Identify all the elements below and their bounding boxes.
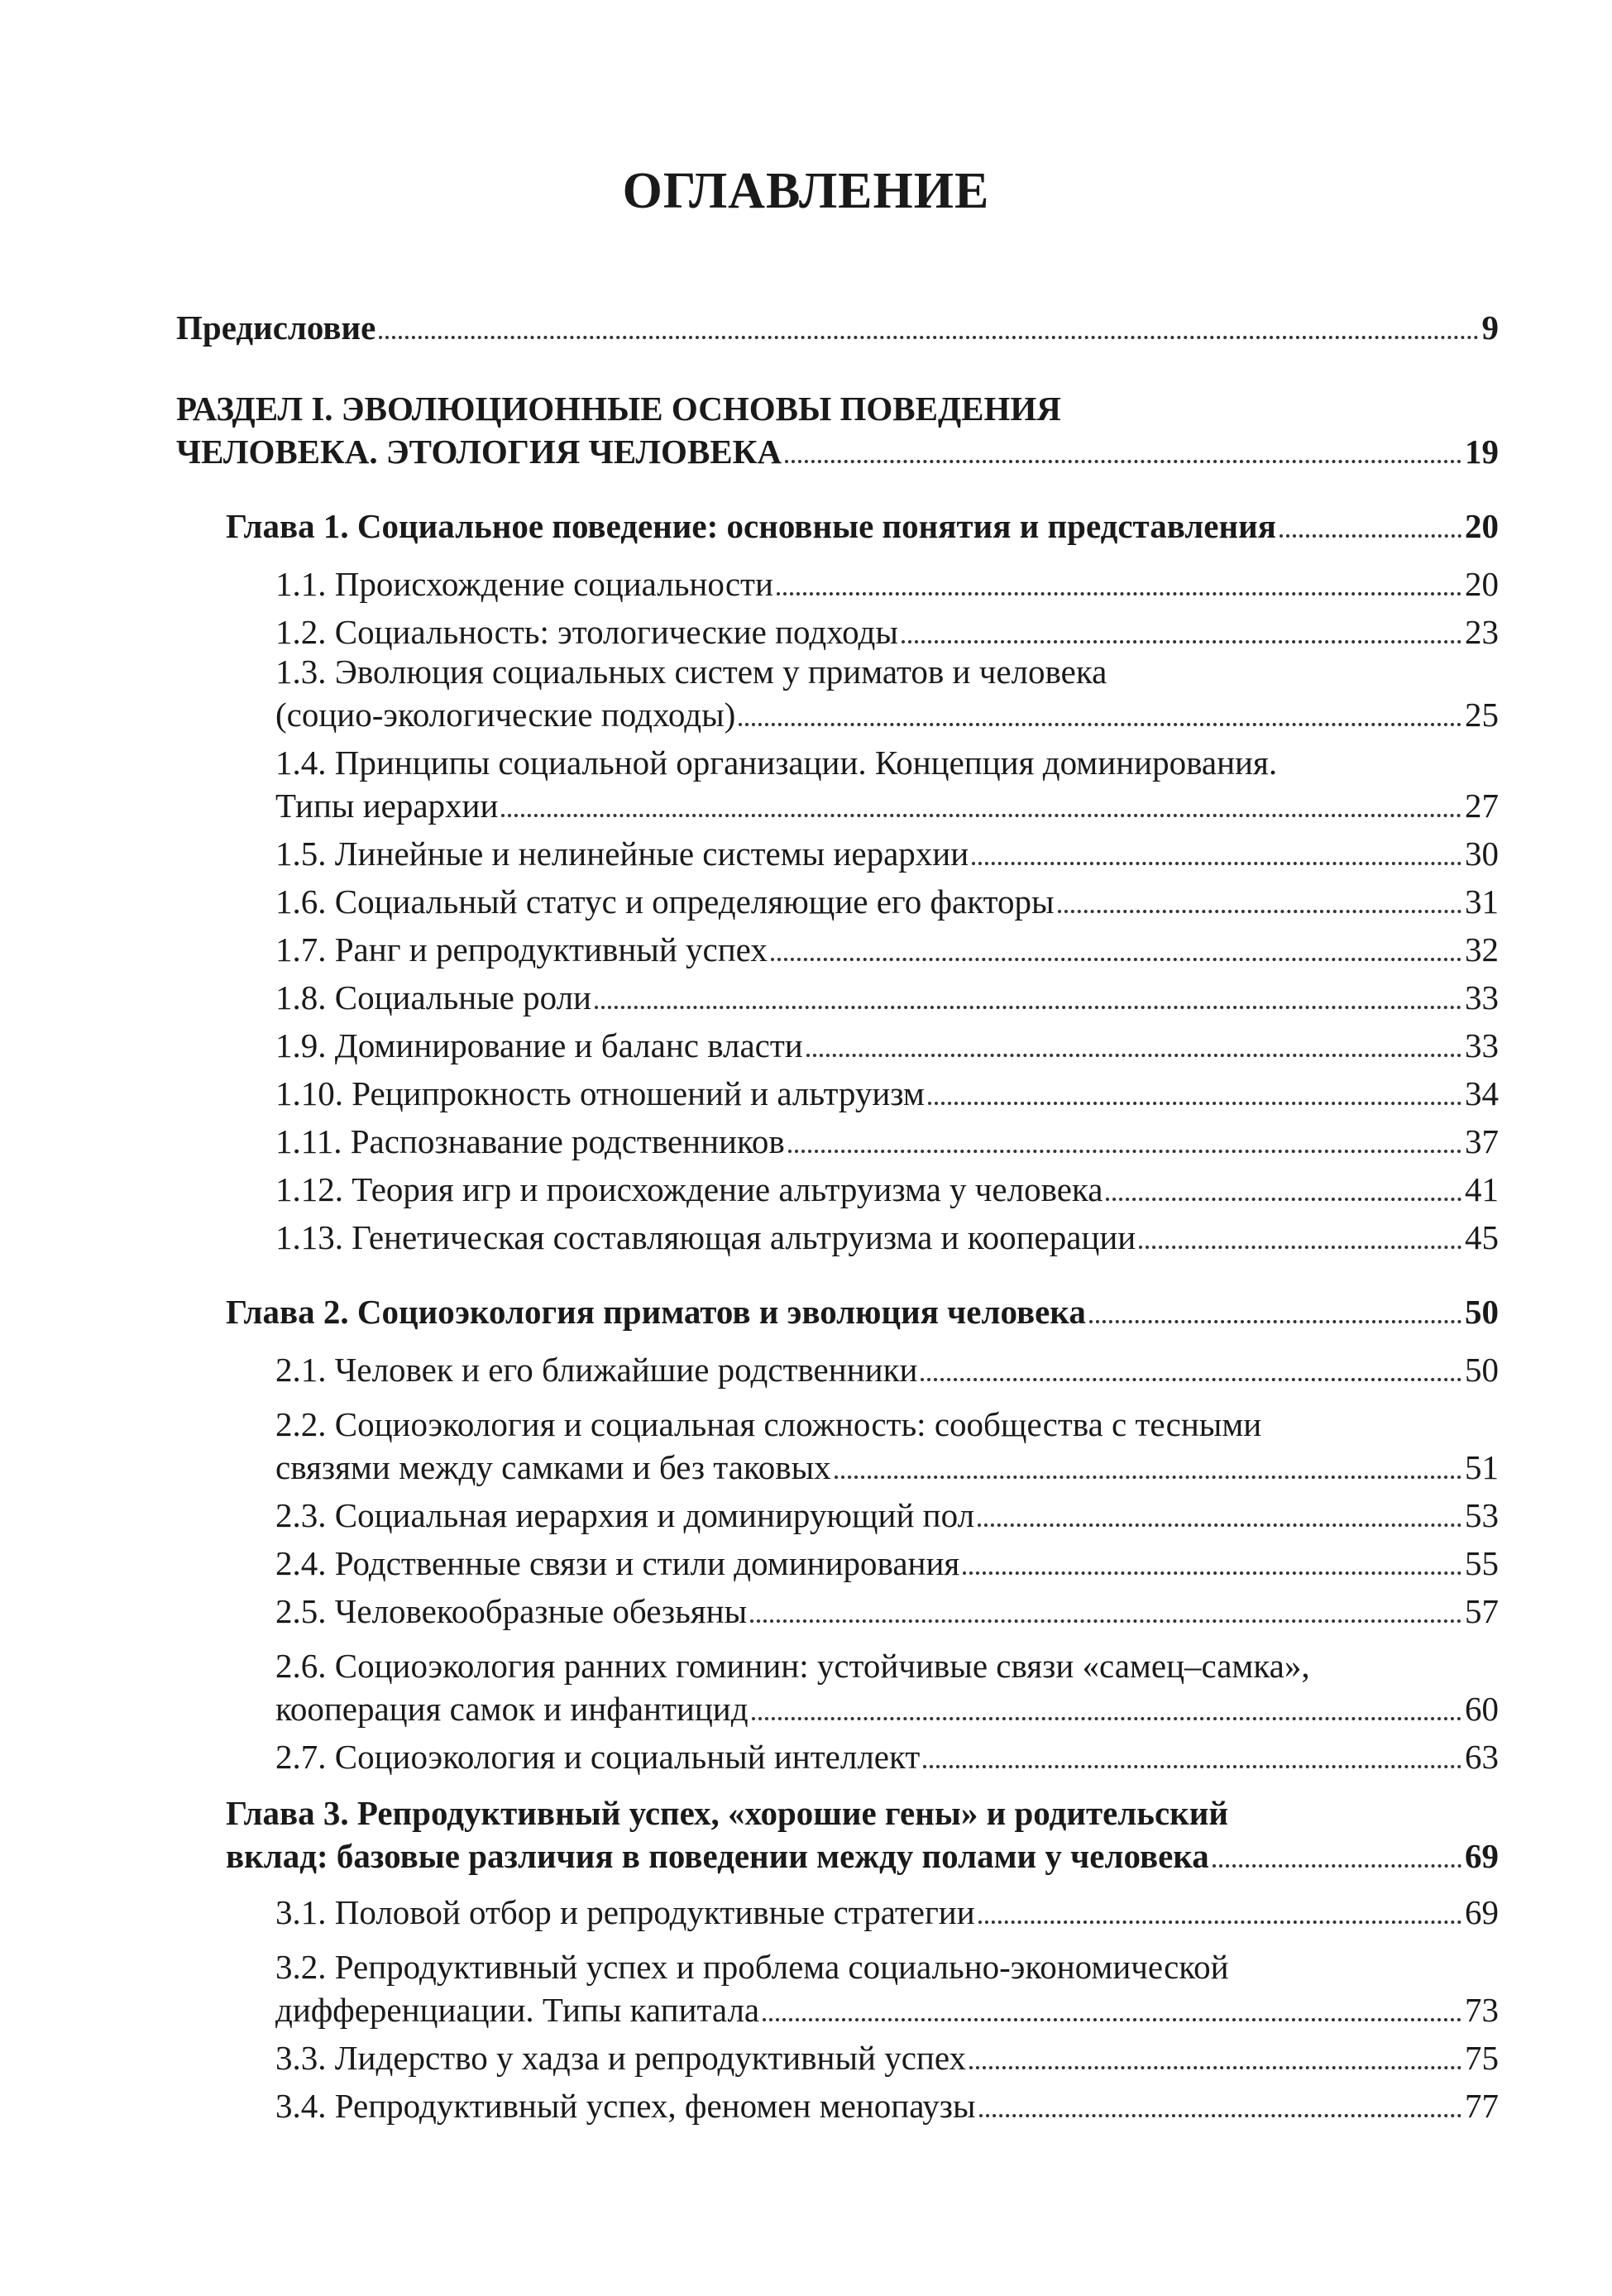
toc-entry[interactable] <box>0 1542 1499 1585</box>
toc-entry[interactable] <box>0 880 1499 923</box>
toc-page-number: 30 <box>1465 835 1499 873</box>
dot-leader <box>978 1921 1461 1924</box>
toc-page-number: 23 <box>1465 613 1499 651</box>
toc-entry-title: 3.3. Лидерство у хадза и репродуктивный успех <box>275 2039 966 2077</box>
toc-entry-title: 2.1. Человек и его ближайшие родственники <box>275 1351 918 1389</box>
toc-entry[interactable] <box>0 1403 1499 1489</box>
toc-entry[interactable] <box>0 1348 1499 1391</box>
toc-entry-title: 2.4. Родственные связи и стили доминирования <box>275 1544 960 1582</box>
dot-leader <box>1280 534 1461 538</box>
toc-page-number: 34 <box>1465 1074 1499 1112</box>
toc-entry-title: 1.5. Линейные и нелинейные системы иерархии <box>275 835 969 873</box>
toc-entry-title: связями между самками и без таковых <box>275 1448 831 1486</box>
dot-leader <box>739 723 1461 726</box>
dot-leader <box>1213 1864 1461 1868</box>
toc-entry-title: Типы иерархии <box>275 787 499 825</box>
toc-entry[interactable] <box>0 1644 1499 1730</box>
toc-page-number: 50 <box>1465 1351 1499 1389</box>
toc-page-number: 63 <box>1465 1738 1499 1776</box>
toc-page-number: 51 <box>1465 1448 1499 1486</box>
toc-entry[interactable] <box>0 976 1499 1019</box>
dot-leader <box>501 814 1461 817</box>
toc-entry-title: ЧЕЛОВЕКА. ЭТОЛОГИЯ ЧЕЛОВЕКА <box>176 433 782 471</box>
dot-leader <box>595 1006 1461 1009</box>
toc-entry-title-line: РАЗДЕЛ I. ЭВОЛЮЦИОННЫЕ ОСНОВЫ ПОВЕДЕНИЯ <box>176 390 1061 428</box>
dot-leader <box>923 1765 1461 1768</box>
toc-page-number: 50 <box>1465 1293 1499 1331</box>
toc-page-number: 9 <box>1481 309 1499 347</box>
toc-page-number: 27 <box>1465 787 1499 825</box>
dot-leader <box>750 1619 1461 1623</box>
dot-leader <box>969 2066 1461 2069</box>
toc-entry-title: 2.7. Социоэкология и социальный интеллект <box>275 1738 921 1776</box>
dot-leader <box>921 1378 1461 1381</box>
dot-leader <box>1106 1198 1461 1201</box>
dot-leader <box>763 2018 1461 2021</box>
toc-entry[interactable] <box>0 1791 1499 1877</box>
toc-entry-title: Предисловие <box>176 309 376 347</box>
dot-leader <box>379 336 1478 339</box>
toc-entry-title-line: 2.6. Социоэкология ранних гоминин: устойчивые связи «самец–самка», <box>275 1647 1310 1685</box>
toc-entry[interactable] <box>0 1590 1499 1633</box>
toc-page-number: 37 <box>1465 1122 1499 1160</box>
toc-entry-title: 1.1. Происхождение социальности <box>275 565 773 603</box>
toc-entry[interactable] <box>0 562 1499 605</box>
toc-entry-title-line: 2.2. Социоэкология и социальная сложность: сообщества с тесными <box>275 1405 1262 1443</box>
toc-page-number: 33 <box>1465 1026 1499 1064</box>
toc-entry[interactable] <box>0 1216 1499 1259</box>
toc-page-number: 75 <box>1465 2039 1499 2077</box>
toc-page-number: 19 <box>1465 433 1499 471</box>
toc-entry[interactable] <box>0 1735 1499 1778</box>
toc-entry[interactable] <box>0 1891 1499 1934</box>
toc-entry-title: дифференциации. Типы капитала <box>275 1991 760 2029</box>
toc-page-number: 33 <box>1465 978 1499 1016</box>
toc-entry[interactable] <box>0 387 1499 473</box>
toc-entry-title: 1.8. Социальные роли <box>275 978 591 1016</box>
toc-entry-title: 1.11. Распознавание родственников <box>275 1122 785 1160</box>
toc-entry[interactable] <box>0 1168 1499 1211</box>
toc-entry-title: 1.13. Генетическая составляющая альтруизма и кооперации <box>275 1218 1136 1256</box>
toc-page-number: 20 <box>1465 507 1499 545</box>
toc-page-number: 60 <box>1465 1690 1499 1728</box>
dot-leader <box>752 1717 1461 1720</box>
toc-page-number: 69 <box>1465 1893 1499 1931</box>
toc-page-number: 20 <box>1465 565 1499 603</box>
dot-leader <box>979 2114 1461 2117</box>
toc-page-number: 73 <box>1465 1991 1499 2029</box>
dot-leader <box>785 460 1461 463</box>
toc-entry-title: 1.7. Ранг и репродуктивный успех <box>275 930 768 969</box>
toc-entry-title: Глава 1. Социальное поведение: основные понятия и представления <box>226 507 1276 545</box>
toc-page-number: 31 <box>1465 883 1499 921</box>
toc-entry-title: вклад: базовые различия в поведении между полами у человека <box>226 1837 1209 1875</box>
toc-entry[interactable] <box>0 1120 1499 1163</box>
toc-entry-title: 2.5. Человекообразные обезьяны <box>275 1592 748 1630</box>
dot-leader <box>902 640 1461 643</box>
dot-leader <box>978 1523 1461 1527</box>
toc-page-number: 77 <box>1465 2087 1499 2125</box>
dot-leader <box>972 862 1461 865</box>
dot-leader <box>788 1150 1461 1153</box>
toc-entry[interactable] <box>0 306 1499 349</box>
dot-leader <box>835 1476 1461 1479</box>
toc-page-number: 25 <box>1465 696 1499 734</box>
toc-entry[interactable] <box>0 1945 1499 2031</box>
toc-entry-title: 1.10. Реципрокность отношений и альтруизм <box>275 1074 925 1112</box>
toc-page-number: 53 <box>1465 1496 1499 1534</box>
toc-entry[interactable] <box>0 928 1499 971</box>
toc-entry[interactable] <box>0 650 1499 736</box>
toc-entry-title: (социо-экологические подходы) <box>275 696 736 734</box>
dot-leader <box>928 1102 1461 1105</box>
toc-page-number: 41 <box>1465 1170 1499 1208</box>
toc-page-number: 32 <box>1465 930 1499 969</box>
toc-entry-title: 1.2. Социальность: этологические подходы <box>275 613 898 651</box>
toc-page-number: 55 <box>1465 1544 1499 1582</box>
toc-entry[interactable] <box>0 1290 1499 1333</box>
toc-entry[interactable] <box>0 1072 1499 1115</box>
toc-entry-title: 3.4. Репродуктивный успех, феномен менопаузы <box>275 2087 976 2125</box>
toc-entry-title: Глава 2. Социоэкология приматов и эволюция человека <box>226 1293 1086 1331</box>
dot-leader <box>1058 910 1461 913</box>
dot-leader <box>806 1054 1461 1057</box>
page-title: ОГЛАВЛЕНИЕ <box>622 163 990 219</box>
dot-leader <box>777 592 1461 596</box>
toc-entry[interactable] <box>0 2036 1499 2079</box>
toc-entry-title-line: 3.2. Репродуктивный успех и проблема социально-экономической <box>275 1948 1229 1986</box>
toc-page-number: 57 <box>1465 1592 1499 1630</box>
toc-entry[interactable] <box>0 1494 1499 1537</box>
toc-entry-title: 3.1. Половой отбор и репродуктивные стратегии <box>275 1893 975 1931</box>
toc-entry[interactable] <box>0 610 1499 653</box>
toc-entry[interactable] <box>0 505 1499 548</box>
toc-entry[interactable] <box>0 832 1499 875</box>
toc-entry[interactable] <box>0 2084 1499 2127</box>
dot-leader <box>1139 1246 1461 1249</box>
toc-entry[interactable] <box>0 741 1499 827</box>
dot-leader <box>1089 1320 1461 1323</box>
toc-entry-title-line: 1.4. Принципы социальной организации. Концепция доминирования. <box>275 744 1278 782</box>
toc-page-number: 69 <box>1465 1837 1499 1875</box>
toc-entry[interactable] <box>0 1024 1499 1067</box>
toc-entry-title: кооперация самок и инфантицид <box>275 1690 749 1728</box>
toc-entry-title: 1.6. Социальный статус и определяющие его факторы <box>275 883 1055 921</box>
toc-entry-title: 1.9. Доминирование и баланс власти <box>275 1026 803 1064</box>
dot-leader <box>771 958 1461 961</box>
toc-page-number: 45 <box>1465 1218 1499 1256</box>
toc-entry-title-line: 1.3. Эволюция социальных систем у приматов и человека <box>275 653 1107 691</box>
toc-entry-title-line: Глава 3. Репродуктивный успех, «хорошие гены» и родительский <box>226 1794 1229 1832</box>
toc-entry-title: 1.12. Теория игр и происхождение альтруизма у человека <box>275 1170 1103 1208</box>
toc-entry-title: 2.3. Социальная иерархия и доминирующий пол <box>275 1496 975 1534</box>
dot-leader <box>963 1571 1461 1575</box>
